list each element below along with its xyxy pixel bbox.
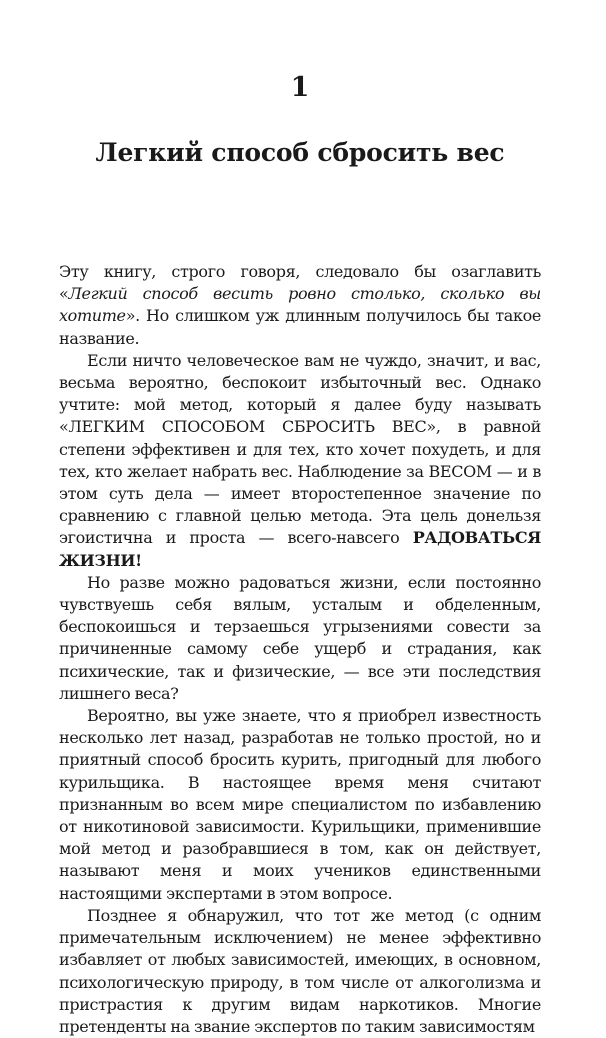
chapter-body [59, 261, 541, 1038]
paragraph-text: ». Но слишком уж длинным получилось бы такое название. [59, 306, 541, 348]
paragraph [59, 572, 541, 705]
paragraph-text: Вероятно, вы уже знаете, что я приобрел известность несколько лет назад, разработав не только простой, но и приятный способ бросить курить, пригодный для любого курильщика. В настоящее время меня считают признанным во всем мире специалистом по избавлению от никотиновой зависимости. Курильщики, применившие мой метод и разобравшиеся в том, как он действует, называют меня и моих учеников единственными настоящими экспертами в этом вопросе. [59, 706, 541, 903]
paragraph-text: Позднее я обнаружил, что тот же метод (с одним примечательным исключением) не менее эффективно избавляет от любых зависимостей, имеющих, в основном, психологическую природу, в том числе от алкоголизма и пристрастия к другим видам наркотиков. Многие претенденты на звание экспертов по таким зависимостям [59, 905, 541, 1036]
paragraph-text: Но разве можно радоваться жизни, если постоянно чувствуешь себя вялым, усталым и обделенным, беспокоишься и терзаешься угрызениями совести за причиненные самому себе ущерб и страдания, как психические, так и физические, — все эти последствия лишнего веса? [59, 572, 541, 703]
paragraph [59, 705, 541, 905]
chapter-title: Легкий способ сбросить вес [95, 138, 505, 167]
paragraph-text: Если ничто человеческое вам не чуждо, значит, и вас, весьма вероятно, беспокоит избыточный вес. Однако учтите: мой метод, который я далее буду называть «ЛЕГКИМ СПОСОБОМ СБРОСИТЬ ВЕС», в равной степени эффективен и для тех, кто хочет похудеть, и для тех, кто желает набрать вес. Наблюдение за ВЕСОМ — и в этом суть дела — имеет второстепенное значение по сравнению с главной целью метода. Эта цель донельзя эгоистична и проста — всего-навсего [59, 350, 541, 548]
chapter-number: 1 [290, 72, 310, 103]
paragraph [59, 905, 541, 1038]
paragraph [59, 350, 541, 572]
paragraph-text: Эту книгу, строго говоря, следовало бы озаглавить « [59, 262, 541, 304]
paragraph [59, 261, 541, 350]
italic-phrase: Легкий способ весить ровно столько, сколько вы хотите [59, 284, 541, 326]
bold-phrase: РАДОВАТЬСЯ ЖИЗНИ! [59, 528, 541, 570]
